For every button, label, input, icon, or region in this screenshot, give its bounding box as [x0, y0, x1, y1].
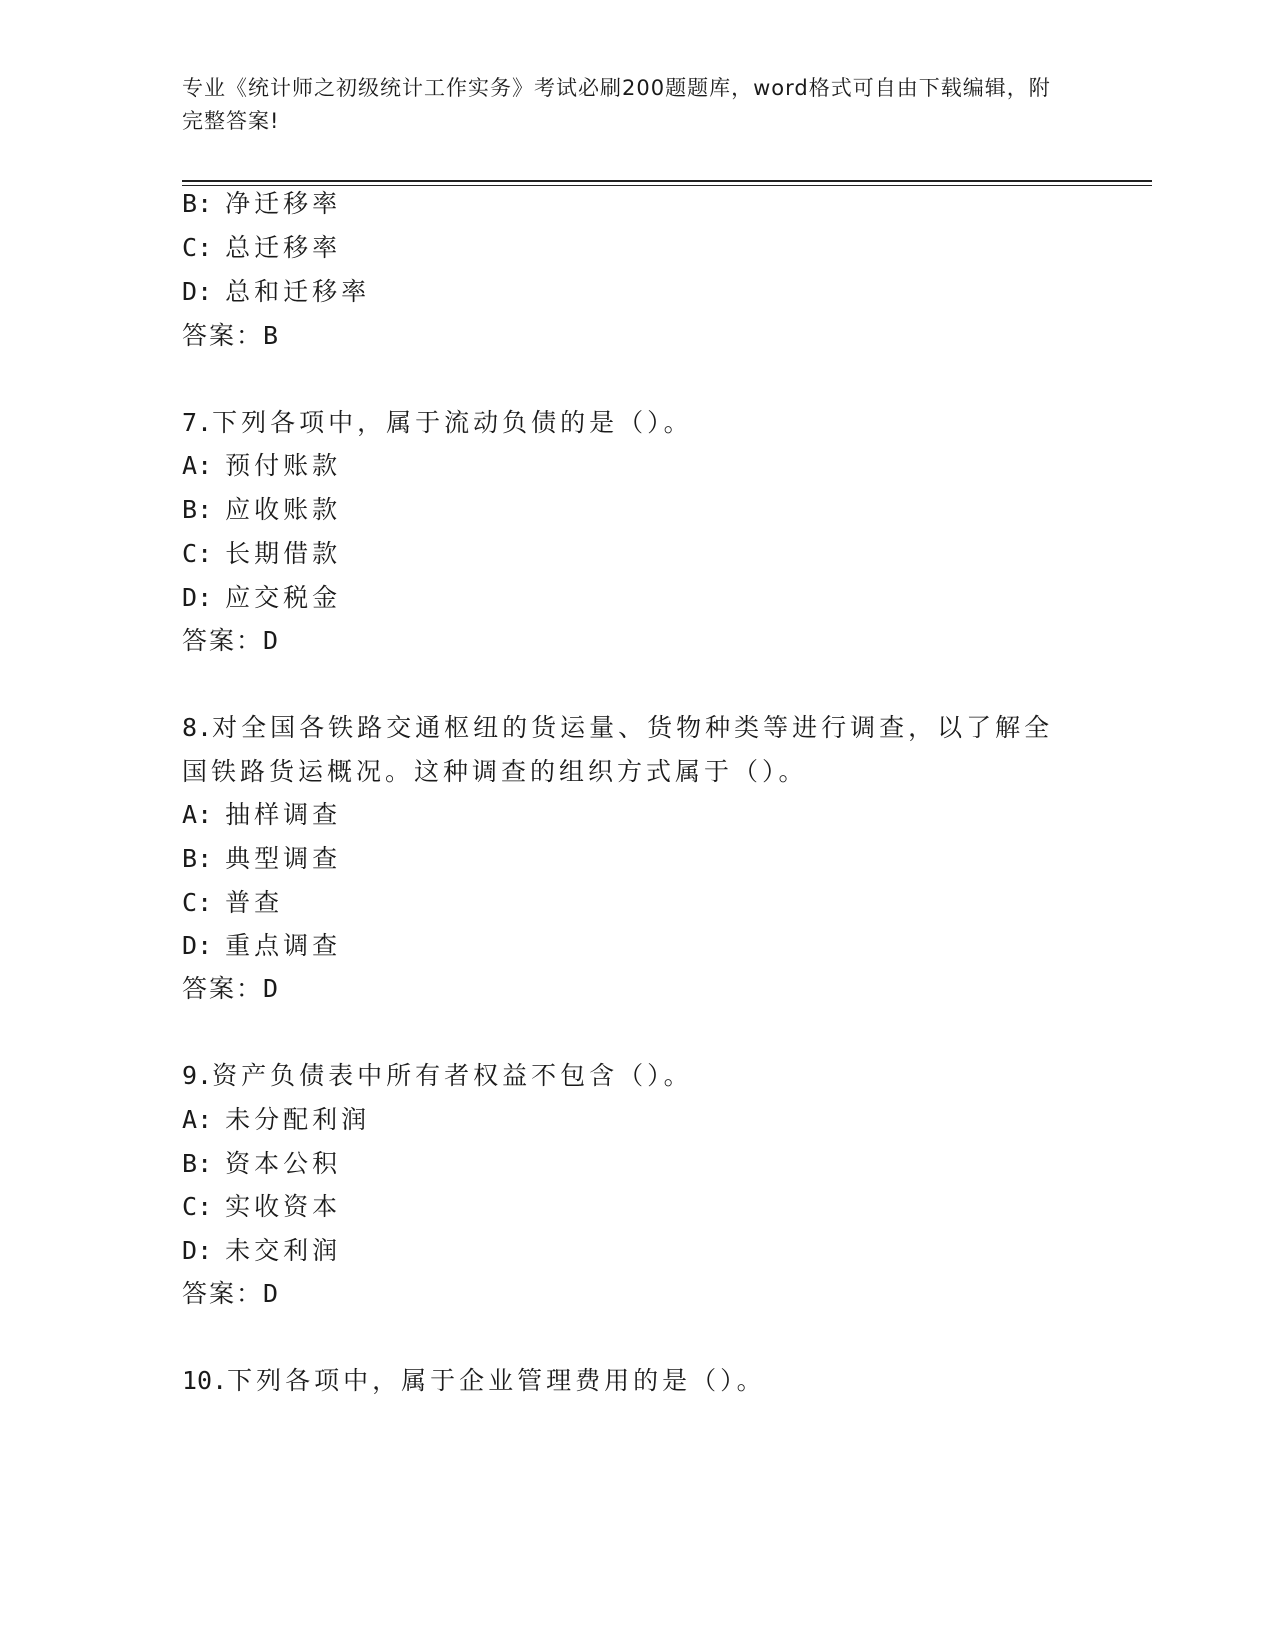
q8-option-b: B: 典型调查 — [182, 844, 342, 873]
q8-answer-value: D — [263, 974, 281, 1003]
q10-stem: 10.下列各项中，属于企业管理费用的是（）。 — [182, 1366, 766, 1395]
q6-option-c-text: 总迁移率 — [225, 233, 342, 262]
q9-option-a: A: 未分配利润 — [182, 1105, 371, 1134]
q8-option-c: C: 普查 — [182, 888, 284, 917]
q8-option-a: A: 抽样调查 — [182, 800, 342, 829]
q6-answer-value: B — [263, 321, 281, 350]
q7-option-a: A: 预付账款 — [182, 451, 342, 480]
q9-answer-value: D — [263, 1279, 281, 1308]
header-rule-thick — [182, 180, 1152, 182]
q6-option-b: B: 净迁移率 — [182, 189, 342, 218]
q7-stem: 7.下列各项中，属于流动负债的是（）。 — [182, 408, 693, 437]
header-rule-thin — [182, 185, 1152, 186]
q9-answer: 答案：D — [182, 1279, 281, 1308]
q7-option-c: C: 长期借款 — [182, 539, 342, 568]
page-header — [182, 72, 1062, 138]
q9-option-d: D: 未交利润 — [182, 1236, 342, 1265]
q7-answer-value: D — [263, 626, 281, 655]
q6-option-d: D: 总和迁移率 — [182, 277, 371, 306]
q6-answer: 答案：B — [182, 321, 281, 350]
q9-stem: 9.资产负债表中所有者权益不包含（）。 — [182, 1061, 693, 1090]
q6-option-c: C: 总迁移率 — [182, 233, 342, 262]
header-text: 专业《统计师之初级统计工作实务》考试必刷200题题库，word格式可自由下载编辑，附完整答案! — [182, 76, 1051, 133]
q9-option-c: C: 实收资本 — [182, 1192, 342, 1221]
q7-answer: 答案：D — [182, 626, 281, 655]
q7-option-b: B: 应收账款 — [182, 495, 342, 524]
q8-stem-line2: 国铁路货运概况。这种调查的组织方式属于（）。 — [182, 757, 808, 786]
q8-answer: 答案：D — [182, 974, 281, 1003]
q6-option-b-text: 净迁移率 — [225, 189, 342, 218]
q9-option-b: B: 资本公积 — [182, 1149, 342, 1178]
q8-option-d: D: 重点调查 — [182, 931, 342, 960]
q6-option-d-text: 总和迁移率 — [225, 277, 371, 306]
q8-stem-line1: 8.对全国各铁路交通枢纽的货运量、货物种类等进行调查，以了解全 — [182, 713, 1054, 742]
q7-option-d: D: 应交税金 — [182, 583, 342, 612]
